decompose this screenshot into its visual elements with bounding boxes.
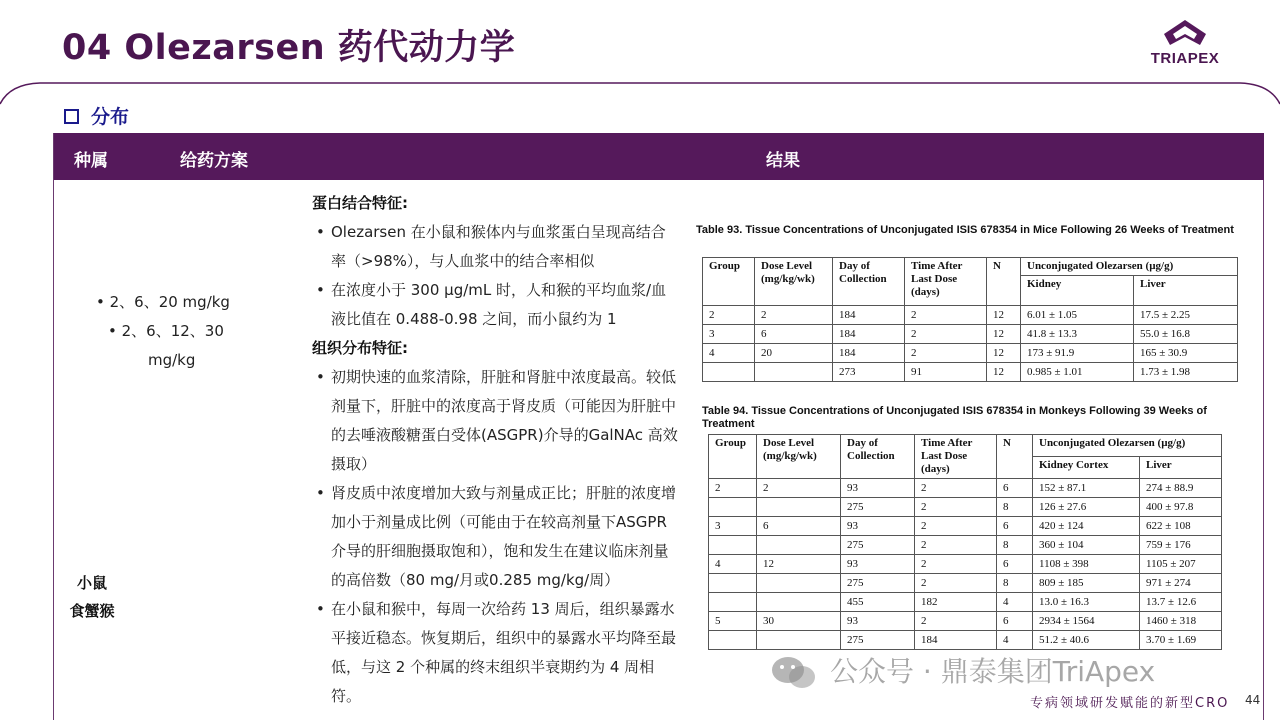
table93-body: [703, 306, 1238, 382]
table-cell: 6: [997, 612, 1033, 631]
table-cell: 6: [757, 517, 841, 536]
table-cell: [757, 574, 841, 593]
section-title: 分布: [91, 106, 130, 128]
dosing-line: mg/kg: [148, 351, 196, 369]
table-cell: 4: [703, 344, 755, 363]
table-row: [703, 306, 1238, 325]
table-cell: 6: [997, 479, 1033, 498]
table-cell: 420 ± 124: [1033, 517, 1140, 536]
table94-header: Dose Level (mg/kg/wk): [757, 435, 841, 479]
table93-header: Time After Last Dose (days): [905, 258, 987, 306]
page-number: 44: [1245, 693, 1261, 707]
table-cell: 12: [987, 344, 1021, 363]
table94-caption: Table 94. Tissue Concentrations of Unconjugated ISIS 678354 in Monkeys Following 39 Weeks of Treatment: [702, 405, 1207, 430]
table-cell: 2: [915, 517, 997, 536]
table-cell: 2: [915, 612, 997, 631]
list-item: • 肾皮质中浓度增加大致与剂量成正比；肝脏的浓度增加小于剂量成比例（可能由于在较高剂量下ASGPR介导的肝细胞摄取饱和），饱和发生在建议临床剂量的高倍数（80 mg/月或0.285 mg/kg/周）: [312, 479, 680, 595]
table-cell: 41.8 ± 13.3: [1021, 325, 1134, 344]
table-cell: 184: [833, 344, 905, 363]
table-row: [709, 555, 1222, 574]
table-cell: 173 ± 91.9: [1021, 344, 1134, 363]
tissue-distribution-list: [312, 363, 680, 711]
table-cell: [709, 498, 757, 517]
table-row: [703, 325, 1238, 344]
list-item: • 初期快速的血浆清除，肝脏和肾脏中浓度最高。较低剂量下，肝脏中的浓度高于肾皮质（可能因为肝脏中的去唾液酸糖蛋白受体(ASGPR)介导的GalNAc 高效摄取）: [312, 363, 680, 479]
table-row: [709, 593, 1222, 612]
table-cell: 6.01 ± 1.05: [1021, 306, 1134, 325]
table-cell: 275: [841, 536, 915, 555]
table-cell: 4: [709, 555, 757, 574]
dosing-line: • 2、6、12、30: [108, 322, 224, 340]
triapex-logo-icon: [1160, 18, 1210, 48]
logo-text: TRIAPEX: [1150, 50, 1220, 67]
table-cell: 3: [703, 325, 755, 344]
table-row: [709, 631, 1222, 650]
table-cell: 809 ± 185: [1033, 574, 1140, 593]
table-cell: 275: [841, 498, 915, 517]
table-row: [703, 344, 1238, 363]
table94-subheader: Liver: [1140, 457, 1222, 479]
table-cell: 93: [841, 479, 915, 498]
list-item: • Olezarsen 在小鼠和猴体内与血浆蛋白呈现高结合率（>98%），与人血浆中的结合率相似: [312, 218, 680, 276]
table-row: [709, 479, 1222, 498]
table93-header: N: [987, 258, 1021, 306]
table-cell: 126 ± 27.6: [1033, 498, 1140, 517]
table-row: [703, 363, 1238, 382]
table-cell: 12: [987, 363, 1021, 382]
table94: [708, 434, 1222, 650]
table94-header: Group: [709, 435, 757, 479]
table-cell: [757, 536, 841, 555]
table94-header: Time After Last Dose (days): [915, 435, 997, 479]
table-cell: 622 ± 108: [1140, 517, 1222, 536]
list-item: • 在小鼠和猴中，每周一次给药 13 周后，组织暴露水平接近稳态。恢复期后，组织中的暴露水平均降至最低，与这 2 个种属的终末组织半衰期约为 4 周相符。: [312, 595, 680, 711]
table-cell: [709, 593, 757, 612]
watermark-text: 公众号 · 鼎泰集团TriApex: [830, 655, 1156, 688]
table-cell: 1460 ± 318: [1140, 612, 1222, 631]
table-cell: 2: [905, 325, 987, 344]
table-cell: 4: [997, 631, 1033, 650]
table-cell: [757, 498, 841, 517]
table93-header: Group: [703, 258, 755, 306]
table-cell: 8: [997, 536, 1033, 555]
table-cell: 182: [915, 593, 997, 612]
table-cell: 13.0 ± 16.3: [1033, 593, 1140, 612]
table-cell: 455: [841, 593, 915, 612]
footer-tagline: 专病领域研发赋能的新型CRO: [1030, 696, 1230, 711]
table94-header: Day of Collection: [841, 435, 915, 479]
table-cell: 30: [757, 612, 841, 631]
table-cell: 2: [915, 498, 997, 517]
table-cell: 6: [997, 555, 1033, 574]
table93-header: Unconjugated Olezarsen (µg/g): [1021, 258, 1238, 276]
table-cell: 4: [997, 593, 1033, 612]
table-cell: 759 ± 176: [1140, 536, 1222, 555]
table-cell: 93: [841, 517, 915, 536]
table-cell: 13.7 ± 12.6: [1140, 593, 1222, 612]
table93-header: Day of Collection: [833, 258, 905, 306]
table-cell: 12: [987, 325, 1021, 344]
list-item: • 在浓度小于 300 µg/mL 时，人和猴的平均血浆/血液比值在 0.488-0.98 之间，而小鼠约为 1: [312, 276, 680, 334]
page-title: 04 Olezarsen 药代动力学: [62, 28, 516, 68]
table-cell: 275: [841, 631, 915, 650]
table-cell: 20: [755, 344, 833, 363]
table-cell: 2934 ± 1564: [1033, 612, 1140, 631]
table93-header: Dose Level (mg/kg/wk): [755, 258, 833, 306]
table93-caption: Table 93. Tissue Concentrations of Unconjugated ISIS 678354 in Mice Following 26 Weeks of Treatment: [696, 224, 1234, 236]
results-cell: [312, 189, 680, 711]
table-cell: 2: [709, 479, 757, 498]
header-results: 结果: [766, 151, 800, 171]
triapex-logo: [1140, 18, 1230, 70]
table-cell: 2: [915, 479, 997, 498]
table-row: [709, 517, 1222, 536]
table-cell: 184: [915, 631, 997, 650]
table-cell: 274 ± 88.9: [1140, 479, 1222, 498]
table-cell: 51.2 ± 40.6: [1033, 631, 1140, 650]
table94-header: Unconjugated Olezarsen (µg/g): [1033, 435, 1222, 457]
table-row: [709, 498, 1222, 517]
dosing-cell: [90, 288, 250, 375]
table-cell: 1.73 ± 1.98: [1134, 363, 1238, 382]
table94-subheader: Kidney Cortex: [1033, 457, 1140, 479]
table-cell: 0.985 ± 1.01: [1021, 363, 1134, 382]
table-cell: 2: [703, 306, 755, 325]
table-cell: 2: [905, 306, 987, 325]
dosing-line: • 2、6、20 mg/kg: [96, 293, 230, 311]
checkbox-square-icon: [64, 109, 79, 124]
table-cell: [757, 631, 841, 650]
species-cell: [54, 569, 130, 625]
table-row: [709, 536, 1222, 555]
table-cell: 400 ± 97.8: [1140, 498, 1222, 517]
table-cell: [755, 363, 833, 382]
table-cell: 6: [755, 325, 833, 344]
table-cell: 360 ± 104: [1033, 536, 1140, 555]
table-cell: [757, 593, 841, 612]
table-row: [709, 574, 1222, 593]
table94-header: N: [997, 435, 1033, 479]
table-cell: 165 ± 30.9: [1134, 344, 1238, 363]
table93: [702, 257, 1238, 382]
table94-body: [709, 479, 1222, 650]
table-cell: 8: [997, 574, 1033, 593]
table-cell: 5: [709, 612, 757, 631]
protein-binding-heading: 蛋白结合特征:: [312, 194, 408, 212]
table-cell: 93: [841, 612, 915, 631]
table-cell: 2: [915, 555, 997, 574]
table-cell: [709, 631, 757, 650]
table-cell: [709, 536, 757, 555]
table-cell: 1105 ± 207: [1140, 555, 1222, 574]
table-cell: 2: [755, 306, 833, 325]
table-cell: 2: [915, 574, 997, 593]
protein-binding-list: [312, 218, 680, 334]
table-cell: 8: [997, 498, 1033, 517]
table-header: [54, 133, 1264, 180]
species-monkey: 食蟹猴: [69, 602, 115, 620]
table-cell: 184: [833, 306, 905, 325]
table-cell: 1108 ± 398: [1033, 555, 1140, 574]
table93-subheader: Liver: [1134, 276, 1238, 306]
table-cell: 971 ± 274: [1140, 574, 1222, 593]
table-cell: [709, 574, 757, 593]
table-cell: 184: [833, 325, 905, 344]
table-cell: 3: [709, 517, 757, 536]
wechat-icon: [770, 655, 820, 691]
table-cell: 6: [997, 517, 1033, 536]
table-cell: 12: [987, 306, 1021, 325]
table-cell: 3.70 ± 1.69: [1140, 631, 1222, 650]
table-cell: 2: [915, 536, 997, 555]
table-cell: [703, 363, 755, 382]
table-cell: 2: [905, 344, 987, 363]
table93-subheader: Kidney: [1021, 276, 1134, 306]
species-mouse: 小鼠: [76, 574, 107, 592]
header-species: 种属: [74, 151, 108, 171]
header-dosing: 给药方案: [180, 151, 248, 171]
table-cell: 91: [905, 363, 987, 382]
tissue-distribution-heading: 组织分布特征:: [312, 339, 408, 357]
table-cell: 17.5 ± 2.25: [1134, 306, 1238, 325]
table-cell: 273: [833, 363, 905, 382]
table-cell: 12: [757, 555, 841, 574]
table-row: [709, 612, 1222, 631]
table-cell: 55.0 ± 16.8: [1134, 325, 1238, 344]
table-cell: 275: [841, 574, 915, 593]
table-cell: 152 ± 87.1: [1033, 479, 1140, 498]
table-cell: 93: [841, 555, 915, 574]
section-heading: [64, 102, 129, 129]
table-cell: 2: [757, 479, 841, 498]
